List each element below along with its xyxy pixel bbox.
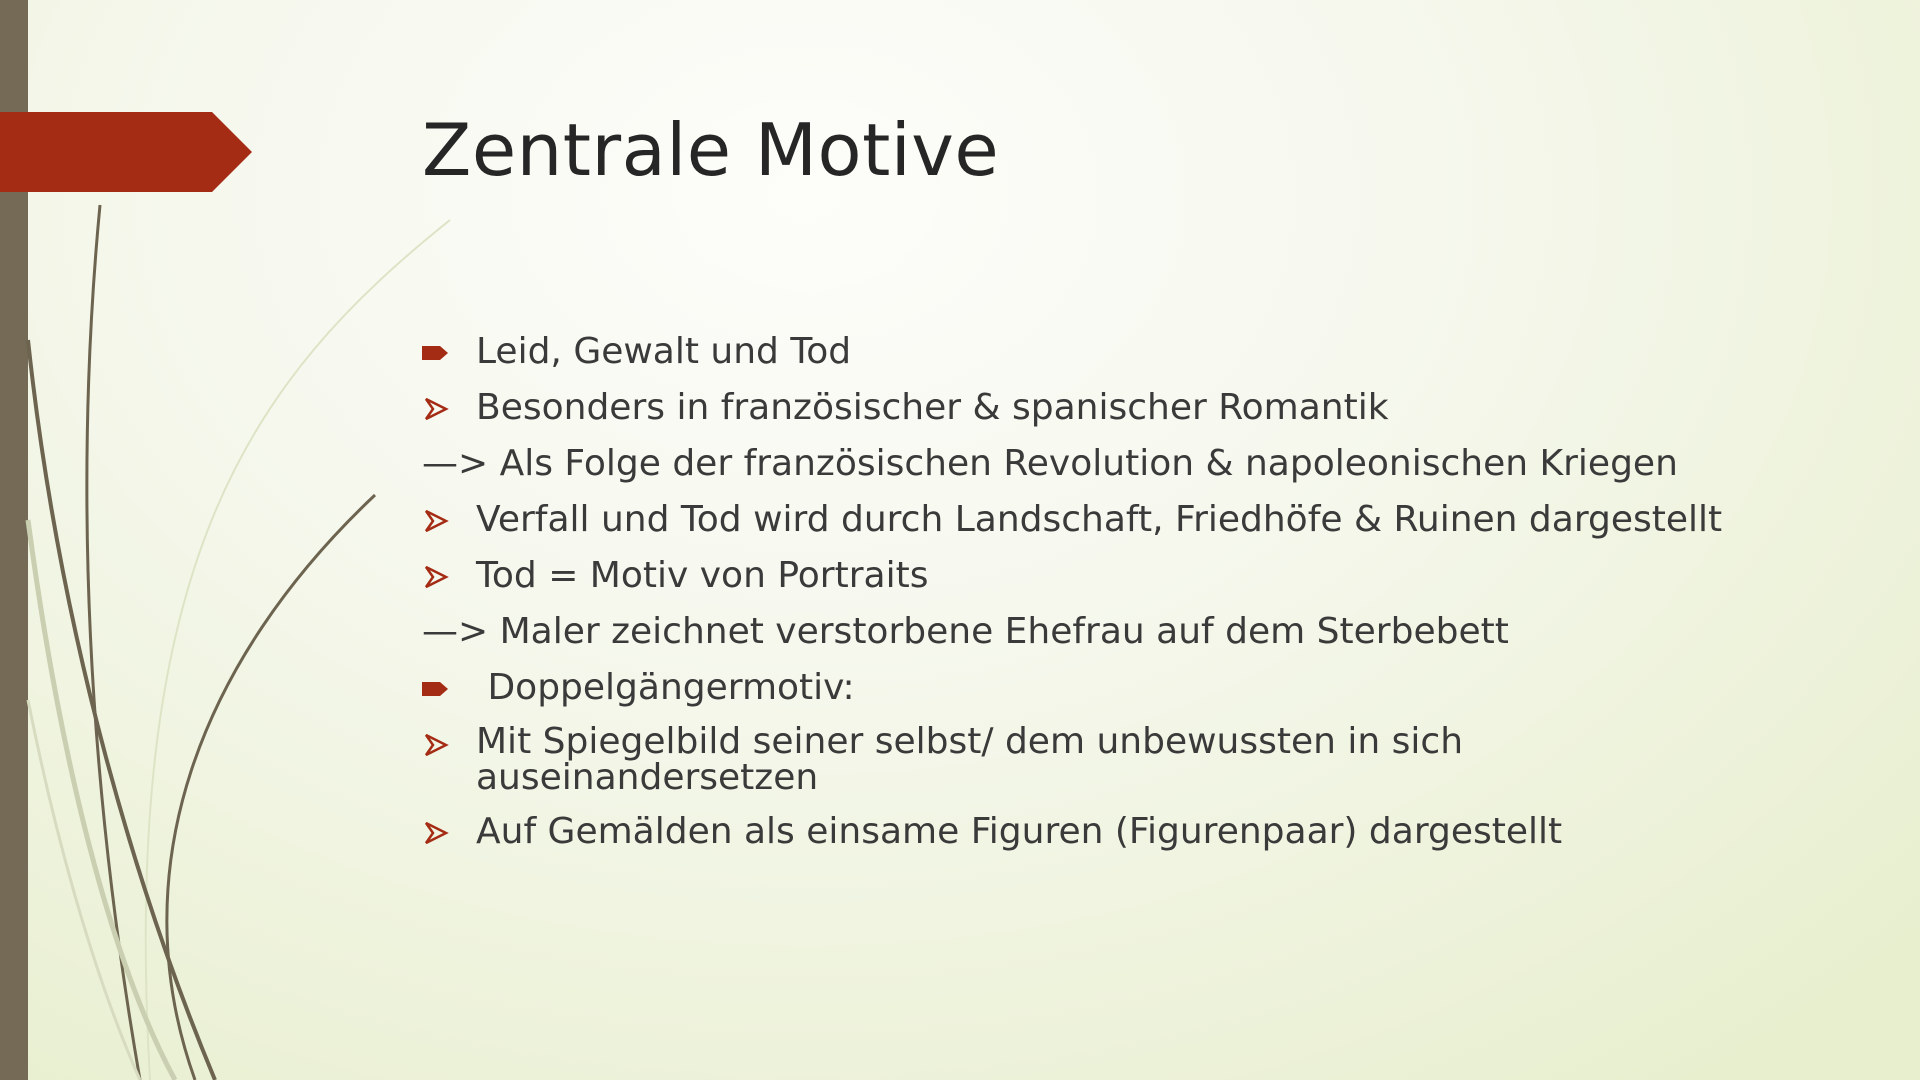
bullet-text: Tod = Motiv von Portraits — [476, 555, 929, 596]
bullet-text: Auf Gemälden als einsame Figuren (Figurenpaar) dargestellt — [476, 811, 1563, 852]
chevron-bullet-icon — [422, 398, 450, 420]
bullet-line — [422, 500, 1862, 540]
bullet-text: Doppelgängermotiv: — [476, 667, 855, 708]
bullet-line — [422, 668, 1862, 708]
bullet-line — [422, 388, 1862, 428]
bullet-text: Leid, Gewalt und Tod — [476, 331, 852, 372]
chevron-bullet-icon — [422, 510, 450, 532]
block-arrow-bullet-icon — [422, 342, 450, 364]
bullet-line — [422, 332, 1862, 372]
bullet-text: Verfall und Tod wird durch Landschaft, Friedhöfe & Ruinen dargestellt — [476, 499, 1723, 540]
chevron-bullet-icon — [422, 566, 450, 588]
bullet-line — [422, 721, 1496, 798]
chevron-bullet-icon — [422, 734, 450, 756]
slide-content — [422, 332, 1862, 868]
chevron-bullet-icon — [422, 822, 450, 844]
bullet-line — [422, 812, 1862, 852]
arrow-text: —> Maler zeichnet verstorbene Ehefrau auf dem Sterbebett — [422, 611, 1509, 652]
block-arrow-bullet-icon — [422, 678, 450, 700]
slide-title: Zentrale Motive — [422, 108, 1000, 192]
bullet-text: Besonders in französischer & spanischer Romantik — [476, 387, 1389, 428]
bullet-text: Mit Spiegelbild seiner selbst/ dem unbewussten in sich auseinandersetzen — [476, 721, 1464, 798]
arrow-line — [422, 612, 1862, 652]
bullet-line — [422, 556, 1862, 596]
arrow-line — [422, 444, 1862, 484]
arrow-text: —> Als Folge der französischen Revolution & napoleonischen Kriegen — [422, 443, 1678, 484]
title-arrow-banner — [0, 112, 252, 192]
